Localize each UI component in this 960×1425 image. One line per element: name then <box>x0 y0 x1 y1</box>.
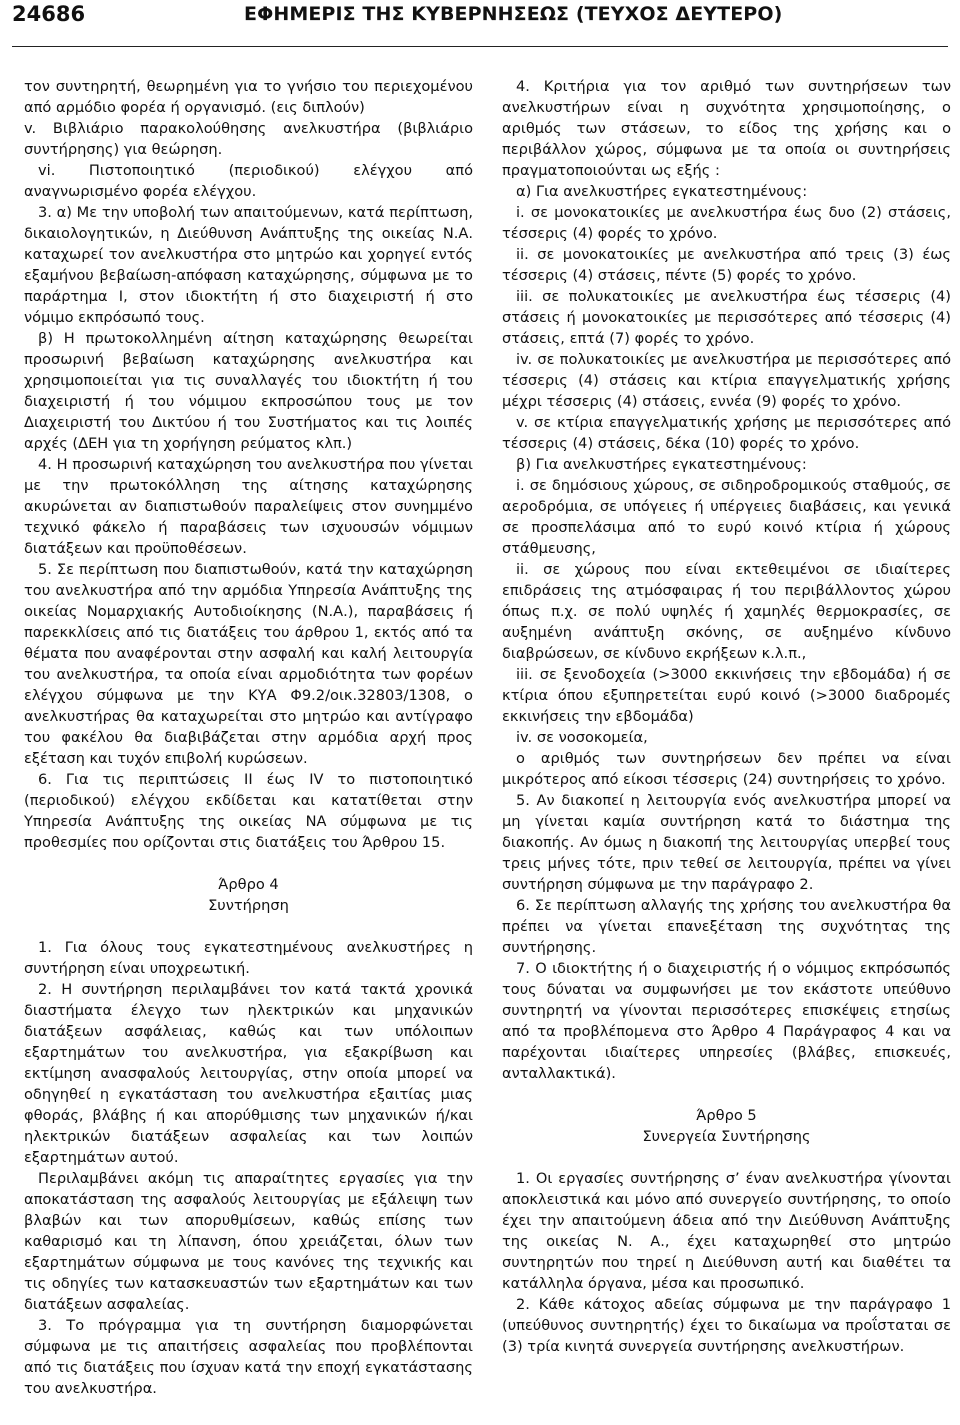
left-paragraph: β) Η πρωτοκολλημένη αίτηση καταχώρησης θεωρείται προσωρινή βεβαίωση καταχώρησης ανελκυστήρα και χρησιμοποιείται για τις συναλλαγές του ιδιοκτήτη ή του διαχειριστή ή του νόμιμου εκπροσώπου τους με τον Διαχειριστή του Δικτύου ή του Συστήματος και τις λοιπές αρχές (ΔΕΗ για τη χορήγηση ρεύματος κλπ.) <box>24 330 473 452</box>
left-heading: Συντήρηση <box>208 897 289 914</box>
right-paragraph: 5. Αν διακοπεί η λειτουργία ενός ανελκυστήρα μπορεί να μη γίνεται καμία συντήρηση κατά το διάστημα της διακοπής. Αν όμως η διακοπή της λειτουργίας υπερβεί τους τρεις μήνες τότε, πριν τεθεί σε λειτουργία, πρέπει να γίνει συντήρηση σύμφωνα με την παράγραφο 2. <box>502 792 951 893</box>
left-paragraph: 2. Η συντήρηση περιλαμβάνει τον κατά τακτά χρονικά διαστήματα έλεγχο των ηλεκτρικών και μηχανικών διατάξεων ασφάλειας, καθώς και των υπόλοιπων εξαρτημάτων του ανελκυστήρα, για εξακρίβωση και εκτίμηση ανασφαλούς λειτουργίας, στην οποία μπορεί να οδηγηθεί η εγκατάσταση του ανελκυστήρα εξαιτίας μιας φθοράς, βλάβης ή και απορύθμισης των μηχανικών ή/και ηλεκτρικών διατάξεων ασφαλείας και των λοιπών εξαρτημάτων αυτού. <box>24 981 473 1166</box>
page-header <box>12 0 948 47</box>
right-paragraph: β) Για ανελκυστήρες εγκατεστημένους: <box>516 456 807 473</box>
gazette-title: ΕΦΗΜΕΡΙΣ ΤΗΣ ΚΥΒΕΡΝΗΣΕΩΣ (ΤΕΥΧΟΣ ΔΕΥΤΕΡΟ) <box>244 3 783 25</box>
right-column <box>502 76 951 1357</box>
right-paragraph: iv. σε πολυκατοικίες με ανελκυστήρα με περισσότερες από τέσσερις (4) στάσεις και κτίρια επαγγελματικής χρήσης μέχρι τέσσερις (4) στάσεις, εννέα (9) φορές το χρόνο. <box>502 351 951 410</box>
left-column <box>24 76 473 1399</box>
left-paragraph: Περιλαμβάνει ακόμη τις απαραίτητες εργασίες για την αποκατάσταση της ασφαλούς λειτουργίας με εξάλειψη των βλαβών και των απορυθμίσεων, καθώς επίσης των καθαρισμό και τη λίπανση, όπου χρειάζεται, όλων των εξαρτημάτων σύμφωνα με τους κανόνες της τεχνικής και τις οδηγίες των κατασκευαστών των εξαρτημάτων και των διατάξεων ασφαλείας. <box>24 1170 473 1313</box>
left-paragraph: v. Βιβλιάριο παρακολούθησης ανελκυστήρα (βιβλιάριο συντήρησης) για θεώρηση. <box>24 120 473 158</box>
right-paragraph: 1. Οι εργασίες συντήρησης σ’ έναν ανελκυστήρα γίνονται αποκλειστικά και μόνο από συνεργείο συντήρησης, το οποίο έχει την απαιτούμενη άδεια από την Διεύθυνση Ανάπτυξης της οικείας Ν. Α., έχει καταχωρηθεί στο μητρώο συντηρητών που τηρεί η Διεύθυνση αυτή και διαθέτει τα κατάλληλα όργανα, μέσα και προσωπικό. <box>502 1170 951 1292</box>
right-paragraph: ο αριθμός των συντηρήσεων δεν πρέπει να είναι μικρότερος από είκοσι τέσσερις (24) συντηρήσεις το χρόνο. <box>502 750 951 788</box>
right-paragraph: i. σε μονοκατοικίες με ανελκυστήρα έως δυο (2) στάσεις, τέσσερις (4) φορές το χρόνο. <box>502 204 951 242</box>
left-paragraph: τον συντηρητή, θεωρημένη για το γνήσιο του περιεχομένου από αρμόδιο φορέα ή οργανισμό. (εις διπλούν) <box>24 78 473 116</box>
right-paragraph: ii. σε μονοκατοικίες με ανελκυστήρα από τρεις (3) έως τέσσερις (4) στάσεις, πέντε (5) φορές το χρόνο. <box>502 246 951 284</box>
right-heading: Συνεργεία Συντήρησης <box>642 1128 811 1145</box>
left-paragraph: vi. Πιστοποιητικό (περιοδικού) ελέγχου από αναγνωρισμένο φορέα ελέγχου. <box>24 162 473 200</box>
left-paragraph: 6. Για τις περιπτώσεις ΙΙ έως ΙV το πιστοποιητικό (περιοδικού) ελέγχου εκδίδεται και κατατίθεται στην Υπηρεσία Ανάπτυξης της οικείας ΝΑ σύμφωνα με τις προθεσμίες που ορίζονται στις διατάξεις του Άρθρου 15. <box>24 771 473 851</box>
left-heading: Άρθρο 4 <box>218 876 279 893</box>
right-paragraph: 7. Ο ιδιοκτήτης ή ο διαχειριστής ή ο νόμιμος εκπρόσωπός τους δύναται να συμφωνήσει με τον εκάστοτε υπεύθυνο συντηρητή να γίνονται περισσότερες επισκέψεις ετησίως από τα προβλέπομενα στο Άρθρο 4 Παράγραφος 4 και να παρέχονται ιδιαίτερες υπηρεσίες (βλάβες, επισκευές, ανταλλακτικά). <box>502 960 951 1082</box>
right-paragraph: 2. Κάθε κάτοχος αδείας σύμφωνα με την παράγραφο 1 (υπεύθυνος συντηρητής) έχει το δικαίωμα να προΐσταται σε (3) τρία κινητά συνεργεία συντήρησης ανελκυστήρων. <box>502 1296 951 1355</box>
page-number: 24686 <box>12 2 86 26</box>
right-paragraph: iv. σε νοσοκομεία, <box>516 729 648 746</box>
right-heading: Άρθρο 5 <box>696 1107 757 1124</box>
right-paragraph: v. σε κτίρια επαγγελματικής χρήσης με περισσότερες από τέσσερις (4) στάσεις, δέκα (10) φορές το χρόνο. <box>502 414 951 452</box>
right-paragraph: 6. Σε περίπτωση αλλαγής της χρήσης του ανελκυστήρα θα πρέπει να γίνεται επανεξέταση της συχνότητας της συντήρησης. <box>502 897 951 956</box>
right-paragraph: iii. σε ξενοδοχεία (>3000 εκκινήσεις την εβδομάδα) ή σε κτίρια όπου εξυπηρετείται ευρύ κοινό (>3000 διαδρομές εκκινήσεις την εβδομάδα) <box>502 666 951 725</box>
left-paragraph: 4. Η προσωρινή καταχώρηση του ανελκυστήρα που γίνεται με την πρωτοκόλληση της αίτησης καταχώρησης ακυρώνεται αν διαπιστωθούν παραλείψεις στον συνημμένο τεχνικό φάκελο ή παραβάσεις των ισχυουσών νόμιμων διατάξεων και προϋποθέσεων. <box>24 456 473 557</box>
right-paragraph: ii. σε χώρους που είναι εκτεθειμένοι σε ιδιαίτερες επιδράσεις της ατμόσφαιρας ή του περιβάλλοντος χώρου όπως π.χ. σε πολύ υψηλές ή χαμηλές θερμοκρασίες, σε αυξημένη ανάπτυξη σκόνης, σε αυξημένο κίνδυνο διαβρώσεων, σε κίνδυνο εκρήξεων κ.λ.π., <box>502 561 951 662</box>
right-paragraph: i. σε δημόσιους χώρους, σε σιδηροδρομικούς σταθμούς, σε αεροδρόμια, σε υπόγειες ή υπέργειες διαβάσεις, και γενικά σε προσπελάσιμα από το ευρύ κοινό κτίρια ή χώρους στάθμευσης, <box>502 477 951 557</box>
right-paragraph: iii. σε πολυκατοικίες με ανελκυστήρα έως τέσσερις (4) στάσεις ή μονοκατοικίες με περισσότερες από τέσσερις (4) στάσεις, επτά (7) φορές το χρόνο. <box>502 288 951 347</box>
left-paragraph: 1. Για όλους τους εγκατεστημένους ανελκυστήρες η συντήρηση είναι υποχρεωτική. <box>24 939 473 977</box>
right-paragraph: 4. Κριτήρια για τον αριθμό των συντηρήσεων των ανελκυστήρων είναι η συχνότητα χρησιμοποίησης, ο αριθμός των στάσεων, το είδος της χρήσης και ο περιβάλλον χώρος, σύμφωνα με τα οποία οι συντηρήσεις πραγματοποιούνται ως εξής : <box>502 78 951 179</box>
left-paragraph: 5. Σε περίπτωση που διαπιστωθούν, κατά την καταχώρηση του ανελκυστήρα από την αρμόδια Υπηρεσία Ανάπτυξης της οικείας Νομαρχιακής Αυτοδιοίκησης (Ν.Α.), παραβάσεις ή παρεκκλίσεις από τις διατάξεις του άρθρου 1, εκτός από τα θέματα που αναφέρονται στην ασφαλή και καλή λειτουργία του ανελκυστήρα, τα οποία είναι αρμοδιότητα των φορέων ελέγχου σύμφωνα με την ΚΥΑ Φ9.2/οικ.32803/1308, ο ανελκυστήρας θα καταχωρείται στο μητρώο και αντίγραφο του φακέλου θα διαβιβάζεται στην αρμόδια αρχή προς εξέταση και τυχόν επιβολή κυρώσεων. <box>24 561 473 767</box>
right-paragraph: α) Για ανελκυστήρες εγκατεστημένους: <box>516 183 808 200</box>
left-paragraph: 3. α) Με την υποβολή των απαιτούμενων, κατά περίπτωση, δικαιολογητικών, η Διεύθυνση Ανάπτυξης της οικείας Ν.Α. καταχωρεί τον ανελκυστήρα στο μητρώο και χορηγεί εντός εξαμήνου βεβαίωση-απόφαση καταχώρησης, σύμφωνα με το παράρτημα Ι, στον ιδιοκτήτη ή στο διαχειριστή ή στο νόμιμο εκπρόσωπό τους. <box>24 204 473 326</box>
left-paragraph: 3. Το πρόγραμμα για τη συντήρηση διαμορφώνεται σύμφωνα με τις απαιτήσεις ασφαλείας που προβλέπονται από τις διατάξεις που ίσχυαν κατά την εποχή εγκατάστασης του ανελκυστήρα. <box>24 1317 473 1397</box>
